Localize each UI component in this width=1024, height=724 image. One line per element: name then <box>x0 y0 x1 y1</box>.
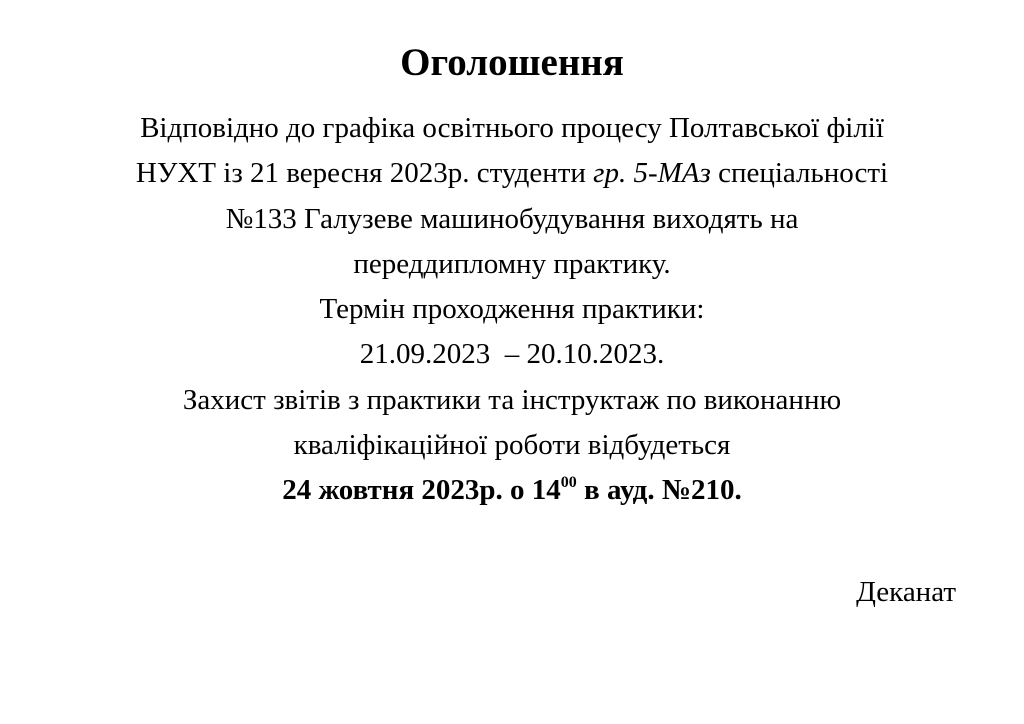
group-name: гр. 5-МАз <box>593 157 711 190</box>
body-line-5: Термін проходження практики: <box>319 293 705 326</box>
body-line-7: Захист звітів з практики та інструктаж по виконанню <box>182 383 842 416</box>
body-line-4: переддипломну практику. <box>353 247 671 280</box>
defense-date-start: 24 жовтня 2023р. о 14 <box>282 474 561 507</box>
announcement-body <box>40 106 984 514</box>
body-line-2-start: НУХТ із 21 вересня 2023р. студенти <box>135 157 594 190</box>
defense-datetime <box>40 468 984 513</box>
page-title: Оголошення <box>400 41 624 84</box>
body-line-8: кваліфікаційної роботи відбудеться <box>293 429 731 462</box>
practice-dates: 21.09.2023 – 20.10.2023. <box>359 338 665 371</box>
body-line-2 <box>40 151 984 196</box>
defense-time-minutes: 00 <box>560 474 577 492</box>
body-line-3: №133 Галузеве машинобудування виходять на <box>225 202 799 235</box>
signature: Деканат <box>856 576 956 608</box>
body-line-2-end: спеціальності <box>710 157 889 190</box>
defense-room: в ауд. №210. <box>576 474 742 507</box>
body-line-1: Відповідно до графіка освітнього процесу Полтавської філії <box>140 112 884 144</box>
